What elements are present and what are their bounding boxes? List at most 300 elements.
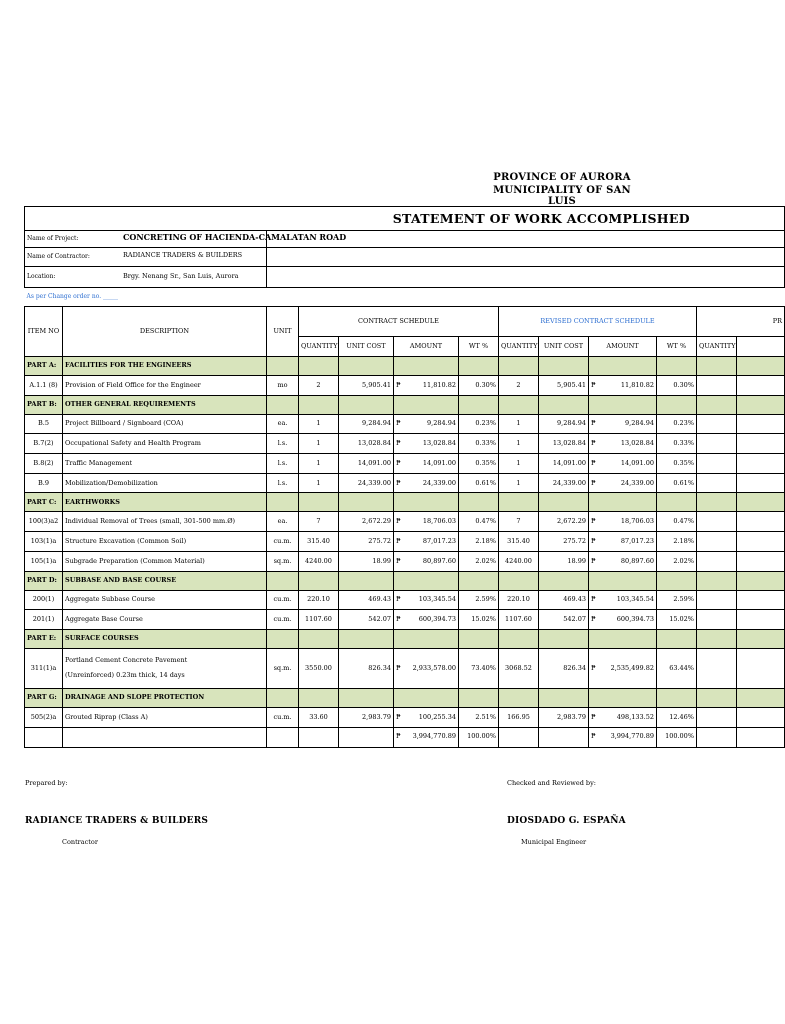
amount-value: 103,345.54 [616, 595, 654, 604]
revised-wt: 2.59% [657, 590, 697, 610]
revised-wt: 0.30% [657, 376, 697, 396]
peso-sign: ₱ [396, 663, 401, 672]
revised-unit-cost: 5,905.41 [539, 376, 589, 396]
part-label: PART E: [25, 629, 63, 648]
description-line-1: Portland Cement Concrete Pavement [65, 656, 188, 665]
revised-amount [589, 532, 657, 552]
part-title: FACILITIES FOR THE ENGINEERS [63, 357, 267, 376]
contract-quantity: 1107.60 [299, 610, 339, 630]
contract-unit-cost: 542.07 [339, 610, 394, 630]
revised-unit-cost: 9,284.94 [539, 414, 589, 434]
project-label: Name of Project: [27, 234, 79, 242]
revised-wt: 0.33% [657, 434, 697, 454]
project-name: CONCRETING OF HACIENDA-CAMALATAN ROAD [123, 232, 347, 242]
peso-sign: ₱ [396, 732, 401, 741]
item-unit: l.s. [267, 473, 299, 493]
part-label: PART B: [25, 395, 63, 414]
contract-unit-cost: 18.99 [339, 551, 394, 571]
previous-quantity [697, 590, 737, 610]
part-label: PART C: [25, 493, 63, 512]
contract-wt: 0.30% [459, 376, 499, 396]
item-unit: sq.m. [267, 551, 299, 571]
empty-cell [737, 551, 785, 571]
prepared-by-label: Prepared by: [25, 779, 68, 787]
peso-sign: ₱ [591, 458, 596, 467]
item-no: 100(3)a2 [25, 512, 63, 532]
contract-amount [394, 610, 459, 630]
contract-amount [394, 648, 459, 688]
contract-unit-cost: 275.72 [339, 532, 394, 552]
peso-sign: ₱ [591, 380, 596, 389]
previous-quantity [697, 707, 737, 727]
item-description: Aggregate Base Course [63, 610, 267, 630]
peso-sign: ₱ [591, 663, 596, 672]
total-amount-1 [394, 727, 459, 747]
empty-cell [589, 688, 657, 707]
col-unit-cost-1: UNIT COST [339, 337, 394, 357]
amount-value: 600,394.73 [418, 614, 456, 623]
col-quantity-2: QUANTITY [499, 337, 539, 357]
contract-unit-cost: 5,905.41 [339, 376, 394, 396]
empty-cell [459, 493, 499, 512]
item-no: 105(1)a [25, 551, 63, 571]
empty-cell [737, 707, 785, 727]
revised-unit-cost: 24,339.00 [539, 473, 589, 493]
col-contract-schedule: CONTRACT SCHEDULE [299, 307, 499, 337]
item-description: Individual Removal of Trees (small, 301-500 mm.Ø) [63, 512, 267, 532]
empty-cell [657, 357, 697, 376]
table-row [25, 512, 785, 532]
document-title: STATEMENT OF WORK ACCOMPLISHED [299, 207, 785, 231]
total-row [25, 727, 785, 747]
empty-cell [737, 493, 785, 512]
item-description: Mobilization/Demobilization [63, 473, 267, 493]
amount-value: 24,339.00 [620, 478, 654, 487]
empty-cell [737, 532, 785, 552]
contract-amount [394, 454, 459, 474]
change-order-note: As per Change order no. _____ [25, 288, 785, 307]
contract-quantity: 220.10 [299, 590, 339, 610]
empty-cell [499, 688, 539, 707]
peso-sign: ₱ [591, 614, 596, 623]
revised-amount [589, 512, 657, 532]
revised-amount [589, 434, 657, 454]
total-wt-1: 100.00% [459, 727, 499, 747]
contract-quantity: 1 [299, 473, 339, 493]
empty-cell [267, 629, 299, 648]
col-unit: UNIT [267, 307, 299, 357]
previous-quantity [697, 551, 737, 571]
revised-unit-cost: 13,028.84 [539, 434, 589, 454]
part-header-row [25, 395, 785, 414]
empty-cell [267, 395, 299, 414]
contract-quantity: 4240.00 [299, 551, 339, 571]
item-description: Traffic Management [63, 454, 267, 474]
revised-wt: 0.47% [657, 512, 697, 532]
empty-cell [539, 357, 589, 376]
revised-quantity: 220.10 [499, 590, 539, 610]
contract-unit-cost: 469.43 [339, 590, 394, 610]
contract-amount [394, 512, 459, 532]
empty-cell [339, 395, 394, 414]
part-label: PART G: [25, 688, 63, 707]
description-line-2: (Unreinforced) 0.23m thick, 14 days [65, 671, 185, 680]
contract-wt: 2.59% [459, 590, 499, 610]
empty-cell [697, 357, 737, 376]
engineer-signatory: DIOSDADO G. ESPAÑA [507, 816, 626, 826]
contractor-role: Contractor [62, 838, 98, 846]
empty-cell [267, 357, 299, 376]
location-value: Brgy. Nenang Sr., San Luis, Aurora [123, 272, 239, 280]
part-title: SUBBASE AND BASE COURSE [63, 571, 267, 590]
empty-cell [589, 357, 657, 376]
empty-cell [737, 512, 785, 532]
empty-cell [657, 571, 697, 590]
previous-quantity [697, 376, 737, 396]
peso-sign: ₱ [591, 595, 596, 604]
empty-cell [499, 571, 539, 590]
peso-sign: ₱ [591, 517, 596, 526]
empty-cell [299, 688, 339, 707]
empty-cell [339, 357, 394, 376]
empty-cell [459, 395, 499, 414]
peso-sign: ₱ [591, 732, 596, 741]
empty-cell [63, 727, 267, 747]
amount-value: 2,933,578.00 [412, 663, 456, 672]
contract-wt: 2.51% [459, 707, 499, 727]
total-wt-2: 100.00% [657, 727, 697, 747]
revised-quantity: 3068.52 [499, 648, 539, 688]
item-no: 505(2)a [25, 707, 63, 727]
contract-wt: 0.47% [459, 512, 499, 532]
empty-cell [737, 648, 785, 688]
revised-unit-cost: 2,983.79 [539, 707, 589, 727]
col-revised-contract-schedule: REVISED CONTRACT SCHEDULE [499, 307, 697, 337]
contract-wt: 73.40% [459, 648, 499, 688]
revised-amount [589, 473, 657, 493]
part-label: PART D: [25, 571, 63, 590]
peso-sign: ₱ [591, 439, 596, 448]
empty-cell [657, 688, 697, 707]
col-item-no: ITEM NO [25, 307, 63, 357]
empty-cell [267, 571, 299, 590]
total-amount-2 [589, 727, 657, 747]
empty-cell [299, 629, 339, 648]
contract-quantity: 33.60 [299, 707, 339, 727]
item-no: B.5 [25, 414, 63, 434]
empty-cell [299, 493, 339, 512]
table-row [25, 707, 785, 727]
item-no: 311(1)a [25, 648, 63, 688]
revised-unit-cost: 275.72 [539, 532, 589, 552]
previous-quantity [697, 532, 737, 552]
contract-unit-cost: 826.34 [339, 648, 394, 688]
empty-cell [737, 376, 785, 396]
contract-unit-cost: 13,028.84 [339, 434, 394, 454]
revised-quantity: 4240.00 [499, 551, 539, 571]
revised-quantity: 1 [499, 434, 539, 454]
amount-value: 11,810.82 [620, 380, 654, 389]
col-quantity-1: QUANTITY [299, 337, 339, 357]
empty-cell [339, 493, 394, 512]
revised-unit-cost: 826.34 [539, 648, 589, 688]
empty-cell [539, 395, 589, 414]
amount-value: 13,028.84 [620, 439, 654, 448]
peso-sign: ₱ [396, 595, 401, 604]
revised-amount [589, 610, 657, 630]
contract-wt: 0.35% [459, 454, 499, 474]
revised-quantity: 1 [499, 414, 539, 434]
peso-sign: ₱ [591, 419, 596, 428]
amount-value: 3,994,770.89 [610, 732, 654, 741]
item-no: 200(1) [25, 590, 63, 610]
empty-cell [499, 357, 539, 376]
part-header-row [25, 629, 785, 648]
contract-quantity: 1 [299, 414, 339, 434]
contract-unit-cost: 2,983.79 [339, 707, 394, 727]
item-no: B.9 [25, 473, 63, 493]
item-unit: cu.m. [267, 707, 299, 727]
amount-value: 18,706.03 [422, 517, 456, 526]
item-description: Structure Excavation (Common Soil) [63, 532, 267, 552]
province-heading: PROVINCE OF AURORA [493, 172, 631, 183]
col-previous-partial: PR [697, 307, 785, 337]
amount-value: 80,897.60 [620, 556, 654, 565]
empty-cell [589, 493, 657, 512]
revised-quantity: 1107.60 [499, 610, 539, 630]
part-header-row [25, 571, 785, 590]
col-unit-cost-2: UNIT COST [539, 337, 589, 357]
peso-sign: ₱ [591, 536, 596, 545]
col-wt-2: WT % [657, 337, 697, 357]
item-unit: l.s. [267, 454, 299, 474]
empty-cell [267, 727, 299, 747]
contract-wt: 0.23% [459, 414, 499, 434]
table-row [25, 414, 785, 434]
part-title: OTHER GENERAL REQUIREMENTS [63, 395, 267, 414]
peso-sign: ₱ [396, 458, 401, 467]
contract-wt: 2.02% [459, 551, 499, 571]
peso-sign: ₱ [396, 517, 401, 526]
empty-cell [589, 395, 657, 414]
revised-quantity: 1 [499, 454, 539, 474]
empty-cell [339, 688, 394, 707]
amount-value: 3,994,770.89 [412, 732, 456, 741]
revised-amount [589, 590, 657, 610]
contract-quantity: 3550.00 [299, 648, 339, 688]
item-description: Project Billboard / Signboard (COA) [63, 414, 267, 434]
item-no: B.8(2) [25, 454, 63, 474]
peso-sign: ₱ [396, 419, 401, 428]
amount-value: 2,535,499.82 [610, 663, 654, 672]
contract-amount [394, 414, 459, 434]
contract-quantity: 2 [299, 376, 339, 396]
empty-cell [394, 395, 459, 414]
table-row [25, 434, 785, 454]
amount-value: 103,345.54 [418, 595, 456, 604]
peso-sign: ₱ [396, 439, 401, 448]
col-amount-1: AMOUNT [394, 337, 459, 357]
contract-wt: 15.02% [459, 610, 499, 630]
previous-quantity [697, 512, 737, 532]
empty-cell [657, 629, 697, 648]
work-accomplished-sheet [24, 206, 783, 764]
col-description: DESCRIPTION [63, 307, 267, 357]
amount-value: 9,284.94 [427, 419, 456, 428]
item-description: Grouted Riprap (Class A) [63, 707, 267, 727]
revised-wt: 0.61% [657, 473, 697, 493]
revised-amount [589, 551, 657, 571]
contract-wt: 2.18% [459, 532, 499, 552]
revised-unit-cost: 2,672.29 [539, 512, 589, 532]
table-row [25, 454, 785, 474]
item-unit: mo [267, 376, 299, 396]
empty-cell [539, 688, 589, 707]
contract-unit-cost: 24,339.00 [339, 473, 394, 493]
amount-value: 14,091.00 [422, 458, 456, 467]
item-unit: cu.m. [267, 610, 299, 630]
item-unit: l.s. [267, 434, 299, 454]
empty-cell [697, 629, 737, 648]
contract-quantity: 7 [299, 512, 339, 532]
revised-wt: 15.02% [657, 610, 697, 630]
empty-cell [539, 493, 589, 512]
peso-sign: ₱ [396, 380, 401, 389]
contract-amount [394, 551, 459, 571]
table-row [25, 532, 785, 552]
part-title: SURFACE COURSES [63, 629, 267, 648]
amount-value: 498,133.52 [616, 712, 654, 721]
empty-cell [737, 434, 785, 454]
empty-cell [737, 473, 785, 493]
empty-cell [25, 727, 63, 747]
empty-cell [499, 493, 539, 512]
revised-wt: 2.02% [657, 551, 697, 571]
amount-value: 13,028.84 [422, 439, 456, 448]
peso-sign: ₱ [591, 712, 596, 721]
empty-cell [394, 493, 459, 512]
contract-amount [394, 532, 459, 552]
empty-cell [299, 395, 339, 414]
item-description [63, 648, 267, 688]
revised-wt: 0.35% [657, 454, 697, 474]
revised-unit-cost: 469.43 [539, 590, 589, 610]
previous-quantity [697, 454, 737, 474]
revised-wt: 12.46% [657, 707, 697, 727]
col-quantity-3: QUANTITY [697, 337, 737, 357]
municipality-heading: MUNICIPALITY OF SAN LUIS [493, 185, 631, 207]
empty-cell [339, 629, 394, 648]
amount-value: 87,017.23 [620, 536, 654, 545]
previous-quantity [697, 473, 737, 493]
revised-quantity: 315.40 [499, 532, 539, 552]
empty-cell [499, 395, 539, 414]
empty-cell [299, 727, 339, 747]
empty-cell [697, 395, 737, 414]
empty-cell [737, 454, 785, 474]
previous-quantity [697, 610, 737, 630]
item-description: Aggregate Subbase Course [63, 590, 267, 610]
amount-value: 18,706.03 [620, 517, 654, 526]
amount-value: 600,394.73 [616, 614, 654, 623]
peso-sign: ₱ [396, 478, 401, 487]
item-unit: ea. [267, 414, 299, 434]
empty-cell [657, 395, 697, 414]
previous-quantity [697, 648, 737, 688]
contract-amount [394, 590, 459, 610]
revised-amount [589, 414, 657, 434]
empty-cell [499, 629, 539, 648]
amount-value: 11,810.82 [422, 380, 456, 389]
item-description: Occupational Safety and Health Program [63, 434, 267, 454]
table-row [25, 551, 785, 571]
item-description: Subgrade Preparation (Common Material) [63, 551, 267, 571]
table-row [25, 376, 785, 396]
empty-cell [539, 727, 589, 747]
contract-wt: 0.61% [459, 473, 499, 493]
empty-cell [539, 629, 589, 648]
contract-wt: 0.33% [459, 434, 499, 454]
revised-amount [589, 376, 657, 396]
empty-cell [459, 629, 499, 648]
contract-amount [394, 473, 459, 493]
contract-quantity: 1 [299, 454, 339, 474]
revised-quantity: 7 [499, 512, 539, 532]
contract-quantity: 315.40 [299, 532, 339, 552]
engineer-role: Municipal Engineer [521, 838, 587, 846]
peso-sign: ₱ [396, 614, 401, 623]
empty-cell [737, 727, 785, 747]
item-no: 201(1) [25, 610, 63, 630]
contract-quantity: 1 [299, 434, 339, 454]
table-row [25, 473, 785, 493]
empty-cell [737, 395, 785, 414]
empty-cell [589, 629, 657, 648]
empty-cell [299, 357, 339, 376]
peso-sign: ₱ [396, 536, 401, 545]
empty-cell [499, 727, 539, 747]
item-unit: cu.m. [267, 590, 299, 610]
empty-cell [737, 688, 785, 707]
location-label: Location: [27, 272, 56, 280]
table-row [25, 648, 785, 688]
amount-value: 80,897.60 [422, 556, 456, 565]
empty-cell [697, 727, 737, 747]
empty-cell [394, 629, 459, 648]
col-wt-1: WT % [459, 337, 499, 357]
part-header-row [25, 493, 785, 512]
revised-wt: 2.18% [657, 532, 697, 552]
contract-amount [394, 707, 459, 727]
part-title: EARTHWORKS [63, 493, 267, 512]
empty-cell [657, 493, 697, 512]
empty-cell [737, 590, 785, 610]
contractor-signatory: RADIANCE TRADERS & BUILDERS [25, 816, 209, 826]
peso-sign: ₱ [396, 556, 401, 565]
empty-cell [339, 727, 394, 747]
empty-cell [737, 571, 785, 590]
empty-cell [589, 571, 657, 590]
work-table [24, 206, 785, 748]
peso-sign: ₱ [591, 478, 596, 487]
empty-cell [697, 493, 737, 512]
empty-cell [737, 357, 785, 376]
empty-cell [737, 414, 785, 434]
col-amount-2: AMOUNT [589, 337, 657, 357]
checked-by-label: Checked and Reviewed by: [507, 779, 596, 787]
empty-cell [394, 357, 459, 376]
part-header-row [25, 357, 785, 376]
